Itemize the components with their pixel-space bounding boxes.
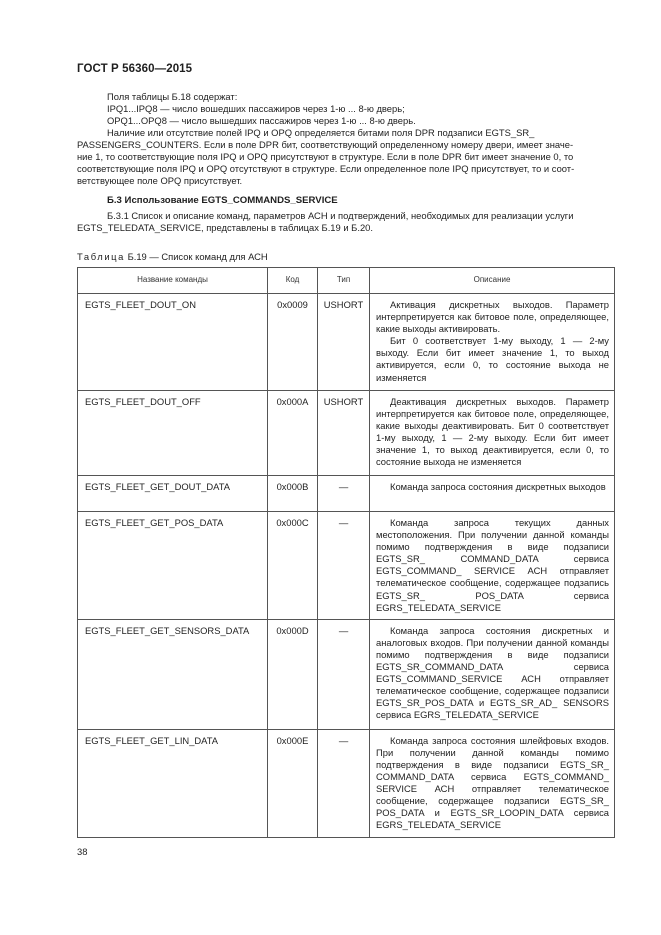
intro-para-line-3: ние 1, то соответствующие поля IPQ и OPQ присутствуют в структуре. Если в поле DPR бит имеет значение 0, то: [77, 151, 574, 162]
command-description: [370, 294, 615, 391]
section-para-line-2: EGTS_TELEDATA_SERVICE, представлены в таблицах Б.19 и Б.20.: [77, 222, 373, 233]
table-row: [78, 294, 615, 391]
command-name: EGTS_FLEET_GET_DOUT_DATA: [78, 476, 268, 512]
intro-para-line-4: соответствующие поля IPQ и OPQ отсутствуют в структуре. Если определенное поле IPQ присутствует, то и соот-: [77, 163, 575, 174]
header-type: Тип: [318, 268, 370, 294]
command-code: 0x000B: [268, 476, 318, 512]
command-name: EGTS_FLEET_GET_SENSORS_DATA: [78, 619, 268, 729]
description-paragraph: Команда запроса состояния дискретных выходов: [390, 481, 606, 492]
table-row: [78, 476, 615, 512]
page-number: 38: [77, 846, 88, 857]
description-paragraph: Команда запроса состояния дискретных и аналоговых входов. При получении данной команды помимо подтверждения в виде подзаписи EGTS_SR_COMMAND_DATA сервиса EGTS_COMMAND_SERVICE АСН отправляет телематическое сообщение, содержащее подзаписи EGTS_SR_POS_DATA и EGTS_SR_AD_ SENSORS сервиса EGRS_TELEDATA_SERVICE: [376, 624, 609, 721]
commands-table: [77, 267, 615, 838]
table-row: [78, 512, 615, 620]
table-row: [78, 619, 615, 729]
command-description: [370, 391, 615, 476]
command-type: —: [318, 476, 370, 512]
intro-line-2: IPQ1...IPQ8 — число вошедших пассажиров через 1-ю ... 8-ю дверь;: [107, 103, 405, 114]
intro-line-1: Поля таблицы Б.18 содержат:: [107, 91, 238, 102]
header-description: Описание: [370, 268, 615, 294]
intro-para-line-2: PASSENGERS_COUNTERS. Если в поле DPR бит, соответствующий определенному номеру двери, имеет значе-: [77, 139, 574, 150]
description-paragraph: Деактивация дискретных выходов. Параметр интерпретируется как битовое поле, определяющее, какие выходы деактивировать. Бит 0 соответствует 1-му выходу, 1 — 2-му выходу. Если бит имеет значение 1, то выход деактивируется, если 0, то состояние выхода не изменяется: [376, 396, 609, 468]
command-type: —: [318, 729, 370, 837]
command-name: EGTS_FLEET_GET_LIN_DATA: [78, 729, 268, 837]
command-type: —: [318, 619, 370, 729]
command-name: EGTS_FLEET_DOUT_OFF: [78, 391, 268, 476]
document-header: ГОСТ Р 56360—2015: [77, 63, 193, 75]
command-name: EGTS_FLEET_DOUT_ON: [78, 294, 268, 391]
section-heading: Б.3 Использование EGTS_COMMANDS_SERVICE: [107, 195, 338, 206]
command-name: EGTS_FLEET_GET_POS_DATA: [78, 512, 268, 620]
intro-para-line-5: ветствующее поле OPQ присутствует.: [77, 175, 243, 186]
table-caption: [77, 251, 268, 262]
command-description: [370, 476, 615, 512]
command-code: 0x000A: [268, 391, 318, 476]
command-description: [370, 729, 615, 837]
table-row: [78, 729, 615, 837]
command-description: [370, 512, 615, 620]
command-type: USHORT: [318, 391, 370, 476]
command-code: 0x000E: [268, 729, 318, 837]
table-header-row: [78, 268, 615, 294]
intro-para-line-1: Наличие или отсутствие полей IPQ и OPQ определяется битами поля DPR подзаписи EGTS_SR_: [107, 127, 535, 138]
table-caption-text: Б.19 — Список команд для АСН: [124, 251, 268, 262]
command-type: USHORT: [318, 294, 370, 391]
table-row: [78, 391, 615, 476]
description-paragraph: Команда запроса состояния шлейфовых входов. При получении данной команды помимо подтверждения в виде подзаписи EGTS_SR_ COMMAND_DATA сервиса EGTS_COMMAND_ SERVICE АСН отправляет телематическое сообщение, содержащее подзаписи EGTS_SR_ POS_DATA и EGTS_SR_LOOPIN_DATA сервиса EGRS_TELEDATA_SERVICE: [376, 734, 609, 831]
command-description: [370, 619, 615, 729]
table-caption-prefix: Таблица: [77, 251, 125, 262]
command-code: 0x0009: [268, 294, 318, 391]
intro-line-3: OPQ1...OPQ8 — число вышедших пассажиров через 1-ю ... 8-ю дверь.: [107, 115, 416, 126]
description-paragraph: Бит 0 соответствует 1-му выходу, 1 — 2-му выходу. Если бит имеет значение 1, то выход активируется, если 0, то состояние выхода не изменяется: [376, 335, 609, 383]
command-code: 0x000C: [268, 512, 318, 620]
command-code: 0x000D: [268, 619, 318, 729]
header-name: Название команды: [78, 268, 268, 294]
description-paragraph: Команда запроса текущих данных местоположения. При получении данной команды помимо подтверждения в виде подзаписи EGTS_SR_ COMMAND_DATA сервиса EGTS_COMMAND_ SERVICE АСН отправляет телематическое сообщение, содержащее подзапись EGTS_SR_ POS_DATA сервиса EGRS_TELEDATA_SERVICE: [376, 517, 609, 613]
header-code: Код: [268, 268, 318, 294]
command-type: —: [318, 512, 370, 620]
description-paragraph: Активация дискретных выходов. Параметр интерпретируется как битовое поле, определяющее, какие выходы активировать.: [376, 299, 609, 335]
section-para-line-1: Б.3.1 Список и описание команд, параметров АСН и подтверждений, необходимых для реализации услуги: [107, 210, 574, 221]
